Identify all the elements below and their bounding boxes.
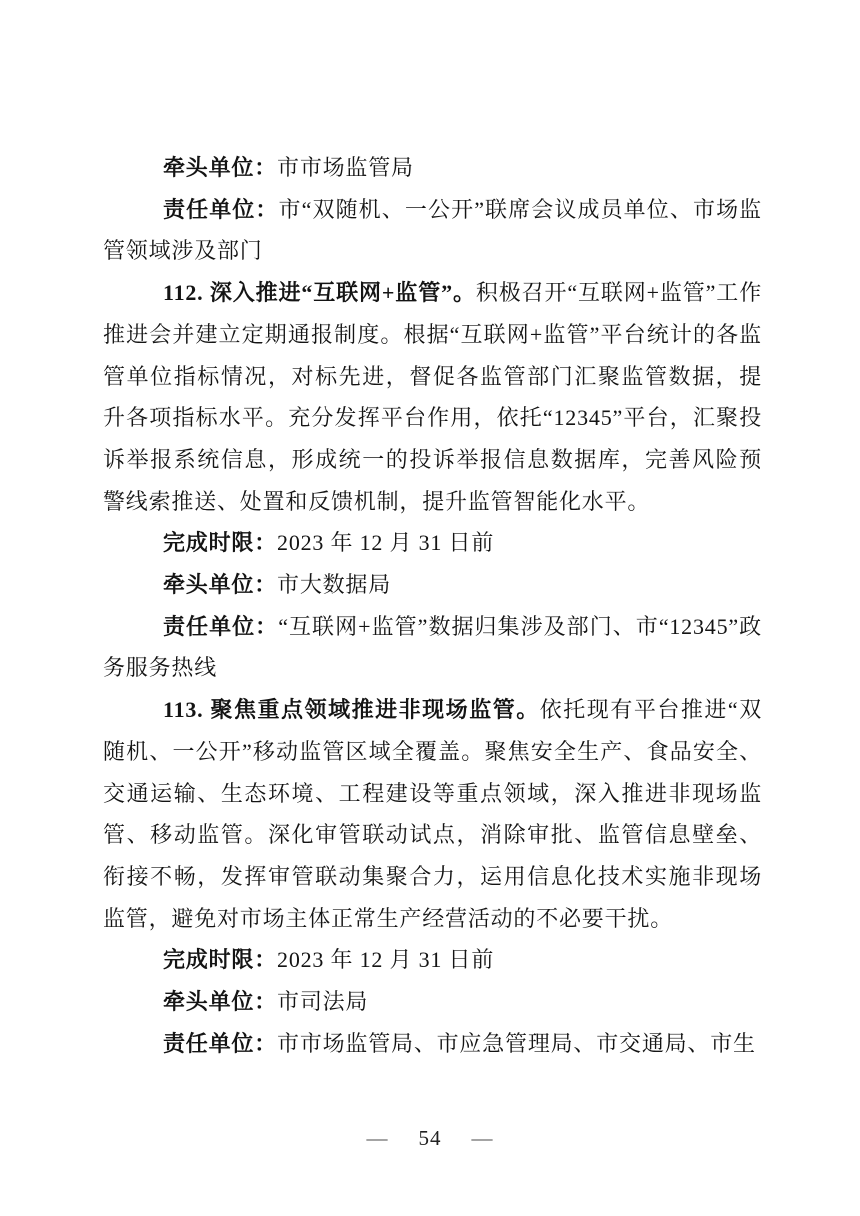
paragraph-label: 责任单位： (163, 1030, 278, 1056)
page-footer (0, 1126, 860, 1151)
paragraph-text: “互联网+监管”数据归集涉及部门、市“12345”政务服务热线 (103, 613, 762, 681)
paragraph-text: 2023 年 12 月 31 日前 (277, 947, 495, 973)
paragraph-responsible-unit (103, 606, 762, 689)
paragraph-text: 2023 年 12 月 31 日前 (277, 530, 495, 556)
paragraph-label: 责任单位： (163, 196, 279, 222)
paragraph-lead-unit (103, 564, 762, 606)
paragraph-responsible-unit (103, 189, 762, 272)
paragraph-text: 市大数据局 (277, 572, 392, 598)
paragraph-label: 责任单位： (163, 613, 279, 639)
paragraph-item-112 (103, 272, 762, 522)
paragraph-text: 依托现有平台推进“双随机、一公开”移动监管区域全覆盖。聚焦安全生产、食品安全、交通运输、生态环境、工程建设等重点领域，深入推进非现场监管、移动监管。深化审管联动试点，消除审批、监管信息壁垒、衔接不畅，发挥审管联动集聚合力，运用信息化技术实施非现场监管，避免对市场主体正常生产经营活动的不必要干扰。 (103, 697, 762, 931)
paragraph-label: 牵头单位： (163, 572, 278, 598)
paragraph-deadline (103, 522, 762, 564)
paragraph-heading: 113. 聚焦重点领域推进非现场监管。 (163, 697, 540, 723)
paragraph-text: 市司法局 (277, 989, 369, 1015)
paragraph-lead-unit (103, 147, 762, 189)
page-number: 54 (418, 1126, 442, 1150)
document-body (103, 147, 762, 1064)
paragraph-responsible-unit (103, 1023, 762, 1065)
paragraph-text: 积极召开“互联网+监管”工作推进会并建立定期通报制度。根据“互联网+监管”平台统计的各监管单位指标情况，对标先进，督促各监管部门汇聚监管数据，提升各项指标水平。充分发挥平台作用，依托“12345”平台，汇聚投诉举报系统信息，形成统一的投诉举报信息数据库，完善风险预警线索推送、处置和反馈机制，提升监管智能化水平。 (103, 280, 762, 514)
paragraph-label: 牵头单位： (163, 989, 278, 1015)
paragraph-label: 完成时限： (163, 530, 278, 556)
paragraph-deadline (103, 939, 762, 981)
paragraph-heading: 112. 深入推进“互联网+监管”。 (163, 280, 476, 306)
paragraph-lead-unit (103, 981, 762, 1023)
paragraph-label: 完成时限： (163, 947, 278, 973)
paragraph-item-113 (103, 689, 762, 939)
footer-left-dash: — (366, 1126, 389, 1150)
footer-right-dash: — (471, 1126, 494, 1150)
paragraph-text: 市市场监管局 (277, 155, 414, 180)
paragraph-text: 市“双随机、一公开”联席会议成员单位、市场监管领域涉及部门 (103, 196, 762, 264)
paragraph-label: 牵头单位： (163, 155, 278, 180)
paragraph-text: 市市场监管局、市应急管理局、市交通局、市生 (277, 1030, 756, 1056)
